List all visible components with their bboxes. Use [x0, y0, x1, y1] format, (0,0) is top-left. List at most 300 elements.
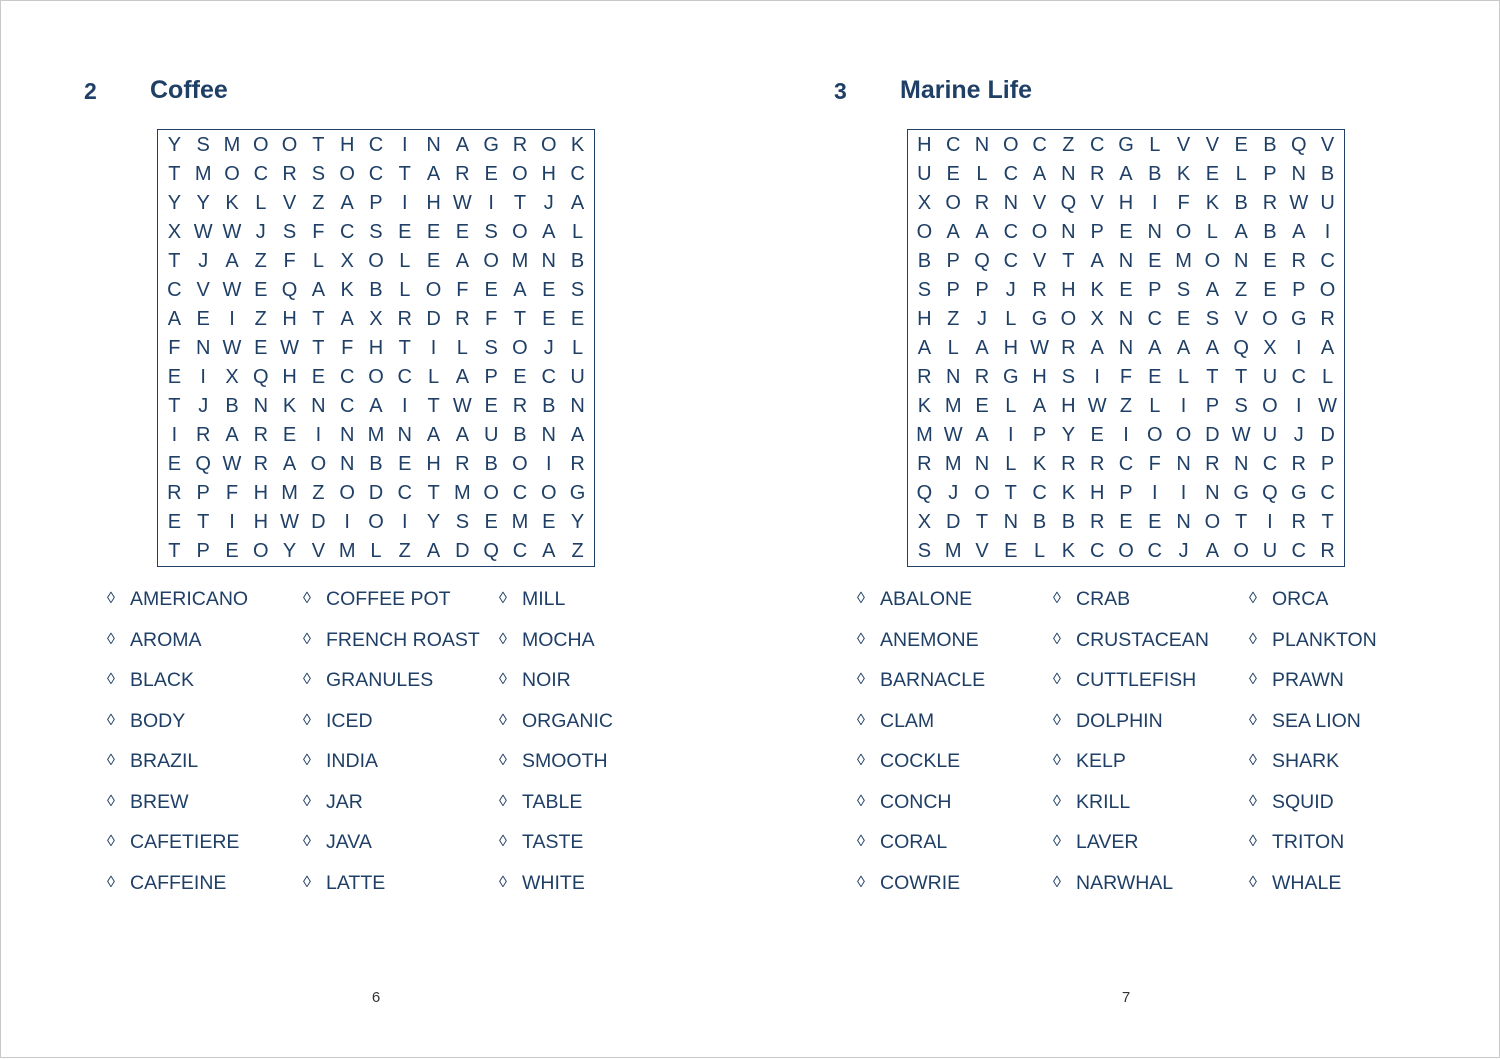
grid-letter[interactable]: T: [168, 250, 181, 272]
grid-letter[interactable]: L: [1149, 134, 1161, 156]
grid-letter[interactable]: S: [1234, 395, 1248, 417]
grid-letter[interactable]: E: [542, 308, 556, 330]
grid-letter[interactable]: T: [1321, 511, 1334, 533]
grid-letter[interactable]: R: [397, 308, 412, 330]
grid-letter[interactable]: R: [1089, 453, 1105, 475]
grid-letter[interactable]: C: [1291, 366, 1306, 388]
grid-letter[interactable]: R: [974, 192, 990, 214]
grid-letter[interactable]: S: [484, 337, 498, 359]
grid-letter[interactable]: G: [569, 482, 586, 504]
grid-letter[interactable]: U: [570, 366, 585, 388]
grid-letter[interactable]: C: [541, 366, 556, 388]
grid-letter[interactable]: O: [916, 221, 933, 243]
grid-letter[interactable]: O: [224, 163, 240, 185]
grid-letter[interactable]: O: [483, 482, 499, 504]
grid-letter[interactable]: K: [1176, 163, 1191, 185]
grid-letter[interactable]: A: [282, 453, 297, 475]
grid-letter[interactable]: P: [946, 279, 960, 301]
grid-letter[interactable]: I: [1151, 192, 1158, 214]
grid-letter[interactable]: O: [1233, 540, 1249, 562]
grid-letter[interactable]: K: [1205, 192, 1220, 214]
grid-letter[interactable]: D: [1205, 424, 1220, 446]
grid-letter[interactable]: Y: [426, 511, 441, 533]
grid-letter[interactable]: R: [917, 366, 932, 388]
grid-letter[interactable]: E: [1176, 308, 1191, 330]
grid-letter[interactable]: R: [1089, 163, 1105, 185]
grid-letter[interactable]: N: [397, 424, 412, 446]
grid-letter[interactable]: O: [540, 482, 557, 504]
grid-letter[interactable]: Z: [398, 540, 411, 562]
grid-letter[interactable]: M: [511, 250, 529, 272]
grid-letter[interactable]: A: [975, 424, 989, 446]
grid-letter[interactable]: N: [195, 337, 211, 359]
grid-letter[interactable]: P: [1119, 482, 1133, 504]
grid-letter[interactable]: C: [1118, 453, 1134, 475]
grid-letter[interactable]: R: [1291, 511, 1306, 533]
grid-letter[interactable]: L: [428, 366, 440, 388]
grid-letter[interactable]: I: [1180, 482, 1187, 504]
grid-letter[interactable]: P: [946, 250, 960, 272]
grid-letter[interactable]: S: [311, 163, 326, 185]
grid-letter[interactable]: R: [167, 482, 182, 504]
grid-letter[interactable]: V: [282, 192, 297, 214]
grid-letter[interactable]: U: [1262, 366, 1278, 388]
grid-letter[interactable]: G: [1233, 482, 1249, 504]
grid-letter[interactable]: Z: [254, 250, 267, 272]
grid-letter[interactable]: N: [311, 395, 326, 417]
grid-letter[interactable]: N: [541, 424, 556, 446]
grid-letter[interactable]: A: [1148, 337, 1162, 359]
grid-letter[interactable]: E: [426, 250, 441, 272]
grid-letter[interactable]: K: [340, 279, 354, 301]
grid-letter[interactable]: C: [339, 395, 355, 417]
grid-letter[interactable]: Y: [167, 134, 182, 156]
grid-letter[interactable]: B: [1061, 511, 1076, 533]
grid-letter[interactable]: Q: [281, 279, 298, 301]
grid-letter[interactable]: C: [397, 366, 412, 388]
grid-letter[interactable]: W: [222, 279, 242, 301]
grid-letter[interactable]: F: [225, 482, 239, 504]
grid-letter[interactable]: I: [401, 192, 408, 214]
grid-letter[interactable]: U: [1320, 192, 1335, 214]
grid-letter[interactable]: I: [488, 192, 494, 214]
grid-letter[interactable]: R: [1205, 453, 1220, 475]
grid-letter[interactable]: L: [1005, 308, 1017, 330]
grid-letter[interactable]: P: [1032, 424, 1047, 446]
grid-letter[interactable]: N: [339, 453, 355, 475]
grid-letter[interactable]: A: [1234, 221, 1248, 243]
grid-letter[interactable]: H: [1089, 482, 1105, 504]
grid-letter[interactable]: C: [1147, 540, 1162, 562]
grid-letter[interactable]: C: [1003, 163, 1019, 185]
grid-letter[interactable]: A: [426, 424, 441, 446]
grid-letter[interactable]: L: [370, 540, 382, 562]
grid-letter[interactable]: O: [368, 366, 384, 388]
grid-letter[interactable]: I: [344, 511, 350, 533]
grid-letter[interactable]: E: [426, 221, 441, 243]
grid-letter[interactable]: I: [401, 134, 408, 156]
grid-letter[interactable]: P: [1263, 163, 1277, 185]
grid-letter[interactable]: W: [1318, 395, 1337, 417]
grid-letter[interactable]: Q: [974, 250, 990, 272]
grid-letter[interactable]: B: [1263, 134, 1277, 156]
grid-letter[interactable]: L: [255, 192, 267, 214]
grid-letter[interactable]: F: [1119, 366, 1133, 388]
grid-letter[interactable]: G: [1003, 366, 1019, 388]
grid-letter[interactable]: E: [1205, 163, 1220, 185]
grid-letter[interactable]: A: [369, 395, 383, 417]
grid-letter[interactable]: K: [1061, 482, 1076, 504]
grid-letter[interactable]: O: [1060, 308, 1077, 330]
grid-letter[interactable]: F: [1177, 192, 1190, 214]
grid-letter[interactable]: E: [254, 337, 268, 359]
grid-letter[interactable]: S: [196, 134, 210, 156]
grid-letter[interactable]: D: [311, 511, 326, 533]
grid-letter[interactable]: T: [312, 337, 325, 359]
grid-letter[interactable]: B: [513, 424, 527, 446]
grid-letter[interactable]: A: [917, 337, 932, 359]
grid-letter[interactable]: T: [197, 511, 210, 533]
grid-letter[interactable]: B: [1320, 163, 1335, 185]
grid-letter[interactable]: I: [1180, 395, 1187, 417]
grid-letter[interactable]: F: [168, 337, 181, 359]
grid-letter[interactable]: C: [1003, 221, 1019, 243]
grid-letter[interactable]: E: [542, 279, 556, 301]
grid-letter[interactable]: P: [1090, 221, 1104, 243]
grid-letter[interactable]: T: [513, 308, 527, 330]
grid-letter[interactable]: E: [167, 511, 182, 533]
grid-letter[interactable]: T: [398, 163, 411, 185]
grid-letter[interactable]: A: [1320, 337, 1335, 359]
grid-letter[interactable]: Z: [312, 482, 325, 504]
grid-letter[interactable]: Z: [571, 540, 584, 562]
grid-letter[interactable]: L: [456, 337, 468, 359]
grid-letter[interactable]: B: [369, 279, 383, 301]
grid-letter[interactable]: V: [311, 540, 326, 562]
grid-letter[interactable]: M: [511, 511, 529, 533]
grid-letter[interactable]: N: [1147, 221, 1162, 243]
grid-letter[interactable]: V: [1090, 192, 1104, 214]
grid-letter[interactable]: O: [540, 134, 557, 156]
grid-letter[interactable]: H: [541, 163, 556, 185]
grid-letter[interactable]: R: [1320, 540, 1335, 562]
grid-letter[interactable]: O: [512, 221, 528, 243]
grid-letter[interactable]: W: [280, 337, 300, 359]
grid-letter[interactable]: K: [225, 192, 239, 214]
grid-letter[interactable]: E: [513, 366, 527, 388]
grid-letter[interactable]: P: [1205, 395, 1220, 417]
grid-letter[interactable]: H: [426, 453, 441, 475]
grid-letter[interactable]: O: [483, 250, 499, 272]
grid-letter[interactable]: R: [512, 134, 528, 156]
grid-letter[interactable]: R: [1089, 511, 1105, 533]
grid-letter[interactable]: A: [311, 279, 326, 301]
grid-letter[interactable]: N: [1118, 308, 1134, 330]
grid-letter[interactable]: V: [1032, 250, 1047, 272]
grid-letter[interactable]: O: [974, 482, 990, 504]
grid-letter[interactable]: K: [282, 395, 297, 417]
grid-letter[interactable]: H: [253, 482, 269, 504]
grid-letter[interactable]: A: [1090, 250, 1104, 272]
grid-letter[interactable]: M: [944, 540, 962, 562]
grid-letter[interactable]: T: [1235, 366, 1248, 388]
grid-letter[interactable]: L: [1005, 395, 1017, 417]
grid-letter[interactable]: E: [1119, 279, 1133, 301]
grid-letter[interactable]: C: [1320, 482, 1335, 504]
grid-letter[interactable]: I: [200, 366, 206, 388]
grid-letter[interactable]: U: [1262, 424, 1278, 446]
grid-letter[interactable]: Y: [570, 511, 585, 533]
grid-letter[interactable]: R: [253, 453, 269, 475]
grid-letter[interactable]: N: [339, 424, 355, 446]
grid-letter[interactable]: V: [975, 540, 989, 562]
grid-letter[interactable]: O: [1262, 308, 1278, 330]
grid-letter[interactable]: M: [338, 540, 356, 562]
letter-grid[interactable]: [157, 129, 595, 567]
grid-letter[interactable]: C: [368, 163, 384, 185]
grid-letter[interactable]: R: [1262, 192, 1278, 214]
grid-letter[interactable]: E: [484, 511, 498, 533]
grid-letter[interactable]: A: [1205, 337, 1220, 359]
grid-letter[interactable]: N: [945, 366, 961, 388]
grid-letter[interactable]: C: [339, 221, 355, 243]
grid-letter[interactable]: M: [194, 163, 212, 185]
grid-letter[interactable]: I: [171, 424, 178, 446]
grid-letter[interactable]: R: [974, 366, 990, 388]
grid-letter[interactable]: O: [1204, 250, 1221, 272]
grid-letter[interactable]: A: [340, 192, 354, 214]
grid-letter[interactable]: Q: [1262, 482, 1278, 504]
grid-letter[interactable]: T: [975, 511, 989, 533]
grid-letter[interactable]: Z: [312, 192, 325, 214]
grid-letter[interactable]: S: [282, 221, 297, 243]
grid-letter[interactable]: C: [1032, 482, 1047, 504]
grid-letter[interactable]: C: [253, 163, 269, 185]
grid-letter[interactable]: I: [1295, 395, 1302, 417]
grid-letter[interactable]: L: [1005, 453, 1017, 475]
grid-letter[interactable]: I: [229, 308, 235, 330]
grid-letter[interactable]: H: [917, 308, 932, 330]
grid-letter[interactable]: N: [1003, 192, 1019, 214]
grid-letter[interactable]: V: [1205, 134, 1220, 156]
grid-letter[interactable]: K: [1061, 540, 1076, 562]
grid-letter[interactable]: N: [1061, 163, 1076, 185]
grid-letter[interactable]: N: [974, 453, 990, 475]
grid-letter[interactable]: R: [1061, 337, 1076, 359]
grid-letter[interactable]: T: [168, 163, 181, 185]
grid-letter[interactable]: Q: [916, 482, 933, 504]
grid-letter[interactable]: L: [571, 337, 584, 359]
grid-letter[interactable]: J: [198, 250, 209, 272]
grid-letter[interactable]: A: [975, 221, 989, 243]
grid-letter[interactable]: I: [315, 424, 322, 446]
grid-letter[interactable]: A: [455, 424, 470, 446]
grid-letter[interactable]: B: [570, 250, 585, 272]
grid-letter[interactable]: N: [1233, 250, 1249, 272]
grid-letter[interactable]: E: [398, 221, 412, 243]
grid-letter[interactable]: N: [974, 134, 990, 156]
grid-letter[interactable]: P: [1148, 279, 1162, 301]
grid-letter[interactable]: W: [452, 395, 472, 417]
grid-letter[interactable]: M: [281, 482, 298, 504]
grid-letter[interactable]: O: [339, 163, 355, 185]
grid-letter[interactable]: X: [1263, 337, 1277, 359]
grid-letter[interactable]: A: [225, 424, 239, 446]
grid-letter[interactable]: L: [571, 221, 584, 243]
grid-letter[interactable]: J: [1178, 540, 1189, 562]
grid-letter[interactable]: L: [399, 250, 411, 272]
grid-letter[interactable]: L: [1321, 366, 1334, 388]
grid-letter[interactable]: B: [1032, 511, 1047, 533]
grid-letter[interactable]: E: [1148, 511, 1162, 533]
grid-letter[interactable]: G: [1290, 308, 1307, 330]
grid-letter[interactable]: H: [1061, 279, 1076, 301]
grid-letter[interactable]: J: [1293, 424, 1304, 446]
grid-letter[interactable]: E: [946, 163, 960, 185]
grid-letter[interactable]: W: [1030, 337, 1050, 359]
grid-letter[interactable]: G: [1031, 308, 1048, 330]
grid-letter[interactable]: L: [1149, 395, 1161, 417]
grid-letter[interactable]: L: [312, 250, 324, 272]
grid-letter[interactable]: O: [368, 511, 384, 533]
grid-letter[interactable]: B: [369, 453, 383, 475]
grid-letter[interactable]: R: [455, 453, 470, 475]
grid-letter[interactable]: X: [167, 221, 182, 243]
grid-letter[interactable]: A: [1205, 540, 1220, 562]
grid-letter[interactable]: H: [1032, 366, 1047, 388]
grid-letter[interactable]: N: [1176, 453, 1191, 475]
grid-letter[interactable]: F: [456, 279, 469, 301]
grid-letter[interactable]: E: [1263, 279, 1277, 301]
grid-letter[interactable]: O: [512, 453, 528, 475]
grid-letter[interactable]: L: [947, 337, 959, 359]
grid-letter[interactable]: W: [280, 511, 300, 533]
grid-letter[interactable]: I: [545, 453, 552, 475]
grid-letter[interactable]: T: [398, 337, 411, 359]
grid-letter[interactable]: U: [917, 163, 932, 185]
grid-letter[interactable]: Q: [483, 540, 499, 562]
grid-letter[interactable]: N: [1205, 482, 1220, 504]
grid-letter[interactable]: N: [426, 134, 441, 156]
grid-letter[interactable]: T: [1004, 482, 1017, 504]
grid-letter[interactable]: R: [455, 163, 470, 185]
grid-letter[interactable]: O: [425, 279, 442, 301]
grid-letter[interactable]: E: [1234, 134, 1248, 156]
grid-letter[interactable]: O: [281, 134, 298, 156]
grid-letter[interactable]: C: [1003, 250, 1019, 272]
grid-letter[interactable]: H: [282, 308, 297, 330]
grid-letter[interactable]: H: [426, 192, 441, 214]
grid-letter[interactable]: L: [1235, 163, 1247, 185]
grid-letter[interactable]: E: [311, 366, 326, 388]
grid-letter[interactable]: B: [484, 453, 498, 475]
grid-letter[interactable]: D: [455, 540, 470, 562]
grid-letter[interactable]: F: [485, 308, 498, 330]
grid-letter[interactable]: N: [1291, 163, 1306, 185]
grid-letter[interactable]: E: [975, 395, 989, 417]
grid-letter[interactable]: E: [196, 308, 210, 330]
grid-letter[interactable]: D: [426, 308, 441, 330]
grid-letter[interactable]: N: [541, 250, 556, 272]
grid-letter[interactable]: R: [253, 424, 269, 446]
grid-letter[interactable]: N: [1118, 250, 1134, 272]
grid-letter[interactable]: I: [401, 395, 408, 417]
grid-letter[interactable]: J: [976, 308, 987, 330]
grid-letter[interactable]: B: [1148, 163, 1162, 185]
grid-letter[interactable]: Z: [254, 308, 267, 330]
grid-letter[interactable]: A: [1032, 163, 1047, 185]
grid-letter[interactable]: A: [1176, 337, 1191, 359]
grid-letter[interactable]: Z: [947, 308, 960, 330]
grid-letter[interactable]: J: [543, 337, 554, 359]
grid-letter[interactable]: H: [1118, 192, 1134, 214]
grid-letter[interactable]: R: [570, 453, 585, 475]
grid-letter[interactable]: T: [427, 482, 440, 504]
grid-letter[interactable]: V: [1032, 192, 1047, 214]
grid-letter[interactable]: D: [368, 482, 384, 504]
grid-letter[interactable]: M: [944, 453, 962, 475]
grid-letter[interactable]: E: [484, 163, 498, 185]
grid-letter[interactable]: O: [1319, 279, 1336, 301]
grid-letter[interactable]: F: [341, 337, 354, 359]
grid-letter[interactable]: D: [945, 511, 961, 533]
grid-letter[interactable]: I: [1094, 366, 1100, 388]
grid-letter[interactable]: W: [452, 192, 472, 214]
grid-letter[interactable]: X: [917, 192, 932, 214]
grid-letter[interactable]: O: [512, 337, 528, 359]
grid-letter[interactable]: N: [253, 395, 269, 417]
grid-letter[interactable]: Q: [1290, 134, 1307, 156]
grid-letter[interactable]: S: [1176, 279, 1191, 301]
grid-letter[interactable]: C: [1262, 453, 1278, 475]
grid-letter[interactable]: A: [167, 308, 182, 330]
grid-letter[interactable]: Y: [196, 192, 210, 214]
grid-letter[interactable]: T: [1062, 250, 1075, 272]
grid-letter[interactable]: Y: [282, 540, 297, 562]
grid-letter[interactable]: J: [1005, 279, 1016, 301]
grid-letter[interactable]: R: [455, 308, 470, 330]
grid-letter[interactable]: K: [917, 395, 932, 417]
grid-letter[interactable]: C: [512, 540, 528, 562]
grid-letter[interactable]: X: [1090, 308, 1104, 330]
grid-letter[interactable]: W: [1231, 424, 1251, 446]
grid-letter[interactable]: E: [1119, 221, 1133, 243]
grid-letter[interactable]: I: [1008, 424, 1014, 446]
grid-letter[interactable]: R: [1061, 453, 1076, 475]
grid-letter[interactable]: B: [1263, 221, 1277, 243]
grid-letter[interactable]: H: [1061, 395, 1076, 417]
grid-letter[interactable]: K: [1090, 279, 1104, 301]
grid-letter[interactable]: C: [1089, 540, 1105, 562]
grid-letter[interactable]: W: [1087, 395, 1107, 417]
grid-letter[interactable]: U: [1262, 540, 1278, 562]
grid-letter[interactable]: H: [368, 337, 384, 359]
grid-letter[interactable]: R: [1320, 308, 1335, 330]
grid-letter[interactable]: E: [1148, 250, 1162, 272]
grid-letter[interactable]: S: [455, 511, 470, 533]
grid-letter[interactable]: A: [946, 221, 960, 243]
grid-letter[interactable]: A: [225, 250, 239, 272]
grid-letter[interactable]: J: [948, 482, 959, 504]
grid-letter[interactable]: W: [1289, 192, 1309, 214]
grid-letter[interactable]: O: [253, 134, 269, 156]
grid-letter[interactable]: A: [426, 163, 441, 185]
grid-letter[interactable]: C: [1032, 134, 1047, 156]
grid-letter[interactable]: O: [1204, 511, 1221, 533]
grid-letter[interactable]: A: [570, 192, 585, 214]
grid-letter[interactable]: S: [570, 279, 585, 301]
grid-letter[interactable]: P: [975, 279, 989, 301]
